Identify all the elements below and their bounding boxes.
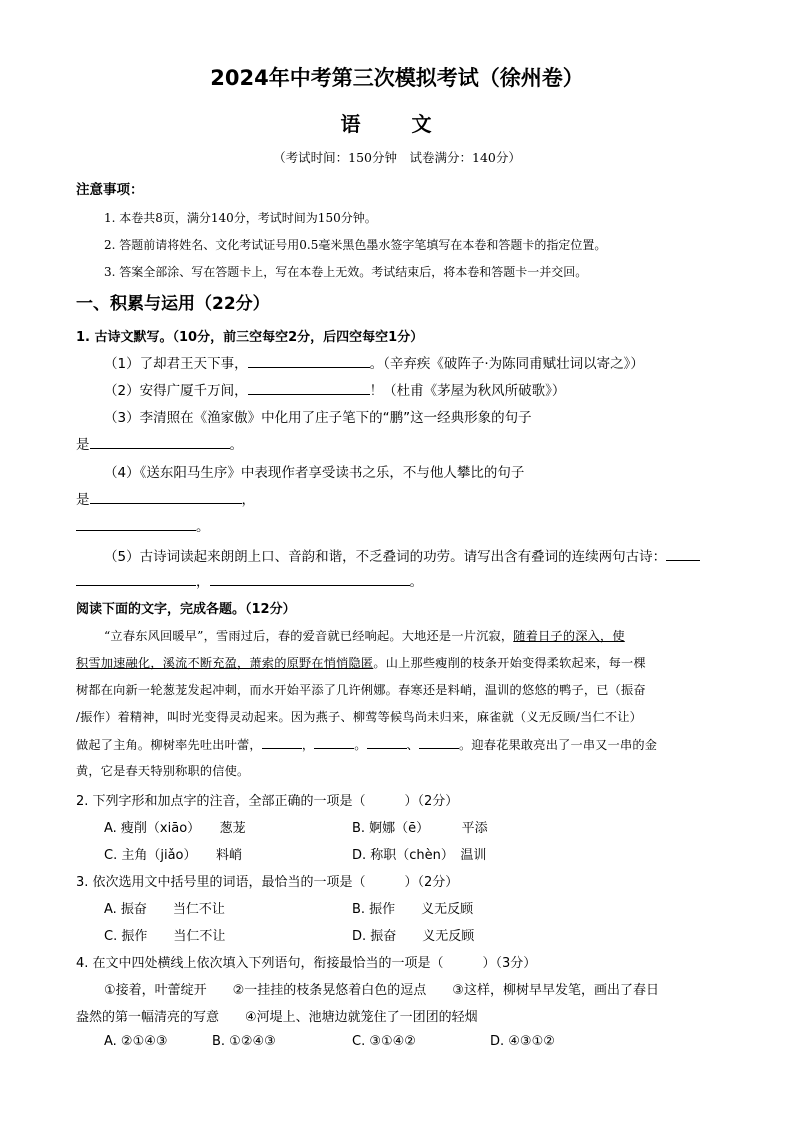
q1-part5-comma: ， <box>196 574 210 590</box>
answer-blank[interactable] <box>90 435 230 449</box>
answer-blank[interactable] <box>76 517 196 531</box>
q1-part5-line2 <box>76 570 423 590</box>
q2-stem: 2. 下列字形和加点字的注音，全部正确的一项是（ ）（2分） <box>76 794 459 809</box>
q3-stem: 3. 依次选用文中括号里的词语，最恰当的一项是（ ）（2分） <box>76 875 459 890</box>
passage-blank[interactable] <box>419 735 459 749</box>
notice-item: 2. 答题前请将姓名、文化考试证号用0.5毫米黑色墨水签字笔填写在本卷和答题卡的指定位置。 <box>104 238 607 252</box>
q1-part2-suffix: ！（杜甫《茅屋为秋风所破歌》） <box>369 383 566 399</box>
passage-text: 。迎春花果敢亮出了一串又一串的金 <box>458 738 658 752</box>
q1-part4: （4）《送东阳马生序》中表现作者享受读书之乐，不与他人攀比的句子 <box>104 465 525 481</box>
answer-blank[interactable] <box>90 490 242 504</box>
q1-part1-prefix: （1）了却君王天下事， <box>104 356 248 372</box>
q1-part3-end: 。 <box>229 437 243 453</box>
q1-part4-cont-label: 是 <box>76 492 90 508</box>
passage-line: /振作）着精神，叫时光变得灵动起来。因为燕子、柳莺等候鸟尚未归来，麻雀就（义无反顾/当仁不让） <box>76 710 643 724</box>
passage-blank[interactable] <box>367 735 407 749</box>
q2-option-c[interactable]: C. 主角（jiǎo） 料峭 <box>104 848 242 863</box>
q2-option-b[interactable]: B. 婀娜（ē） 平添 <box>352 821 488 836</box>
passage-blank[interactable] <box>314 735 354 749</box>
answer-blank[interactable] <box>248 354 370 368</box>
time-info: （考试时间：150分钟 试卷满分：140分） <box>273 150 521 165</box>
passage-blank[interactable] <box>262 735 302 749</box>
q1-part3-cont-label: 是 <box>76 437 90 453</box>
subject-title: 语 文 <box>340 112 454 136</box>
q1-part3: （3）李清照在《渔家傲》中化用了庄子笔下的“鹏”这一经典形象的句子 <box>104 410 532 426</box>
passage-underlined: 随着日子的深入，使 <box>513 629 625 643</box>
answer-blank[interactable] <box>76 572 196 586</box>
q1-part1-suffix: 。（辛弃疾《破阵子·为陈同甫赋壮词以寄之》） <box>369 356 644 372</box>
q1-part4-line2 <box>76 515 210 535</box>
q4-sentences-cont: 盎然的第一幅清亮的写意 ④河堤上、池塘边就笼住了一团团的轻烟 <box>76 1010 478 1025</box>
notice-item: 1. 本卷共8页，满分140分，考试时间为150分钟。 <box>104 211 377 225</box>
q4-option-c[interactable]: C. ③①④② <box>352 1034 416 1049</box>
passage-line <box>76 735 720 753</box>
section-heading: 一、积累与运用（22分） <box>76 294 270 314</box>
q2-option-d[interactable]: D. 称职（chèn） 温训 <box>352 848 487 863</box>
passage-line <box>76 654 720 671</box>
passage-punct: ， <box>301 738 315 752</box>
q1-part5-text: （5）古诗词读起来朗朗上口、音韵和谐，不乏叠词的功劳。请写出含有叠词的连续两句古诗： <box>104 549 667 565</box>
reading-head: 阅读下面的文字，完成各题。（12分） <box>76 602 296 617</box>
notice-item: 3. 答案全部涂、写在答题卡上，写在本卷上无效。考试结束后，将本卷和答题卡一并交回。 <box>104 265 588 279</box>
q4-sentences: ①接着，叶蕾绽开 ②一挂挂的枝条晃悠着白色的逗点 ③这样，柳树早早发笔，画出了春日 <box>104 983 659 998</box>
q2-option-a[interactable]: A. 瘦削（xiāo） 葱茏 <box>104 821 246 836</box>
passage-text: 做起了主角。柳树率先吐出叶蕾， <box>76 738 262 752</box>
passage-line: 黄，它是春天特别称职的信使。 <box>76 764 250 778</box>
q1-part4-end: 。 <box>196 519 210 535</box>
answer-blank[interactable] <box>248 381 370 395</box>
q4-option-b[interactable]: B. ①②④③ <box>212 1034 276 1049</box>
q1-part1 <box>104 352 644 372</box>
answer-blank[interactable] <box>666 547 700 561</box>
q4-stem: 4. 在文中四处横线上依次填入下列语句，衔接最恰当的一项是（ ）（3分） <box>76 956 537 971</box>
q4-option-a[interactable]: A. ②①④③ <box>104 1034 168 1049</box>
exam-title: 2024年中考第三次模拟考试（徐州卷） <box>210 66 584 90</box>
passage-text: 。山上那些瘦削的枝条开始变得柔软起来，每一棵 <box>373 656 646 670</box>
q1-part2 <box>104 379 565 399</box>
passage-punct: 。 <box>354 738 367 752</box>
q1-part4-cont <box>76 488 255 508</box>
q1-part4-comma: ， <box>241 492 255 508</box>
passage-underlined: 积雪加速融化，溪流不断充盈，萧索的原野在悄悄隐匿 <box>76 656 374 670</box>
notice-label: 注意事项： <box>76 182 144 198</box>
q3-option-d[interactable]: D. 振奋 义无反顾 <box>352 929 475 944</box>
q1-part3-cont <box>76 433 243 453</box>
q3-option-b[interactable]: B. 振作 义无反顾 <box>352 902 474 917</box>
passage-line <box>104 627 748 644</box>
q3-option-c[interactable]: C. 振作 当仁不让 <box>104 929 226 944</box>
q1-part5 <box>104 545 700 565</box>
q4-option-d[interactable]: D. ④③①② <box>490 1034 555 1049</box>
q1-part5-end: 。 <box>409 574 423 590</box>
q1-part2-prefix: （2）安得广厦千万间， <box>104 383 248 399</box>
passage-line: 树都在向新一轮葱茏发起冲刺，而水开始平添了几许俐娜。春寒还是料峭，温训的悠悠的鸭子，已（振奋 <box>76 683 646 697</box>
passage-text: “立春东风回暖早”，雪雨过后，春的爱音就已经响起。大地还是一片沉寂， <box>104 629 514 643</box>
q1-head: 1. 古诗文默写。（10分，前三空每空2分，后四空每空1分） <box>76 330 424 345</box>
answer-blank[interactable] <box>210 572 410 586</box>
q3-option-a[interactable]: A. 振奋 当仁不让 <box>104 902 225 917</box>
passage-punct: 、 <box>406 738 419 752</box>
